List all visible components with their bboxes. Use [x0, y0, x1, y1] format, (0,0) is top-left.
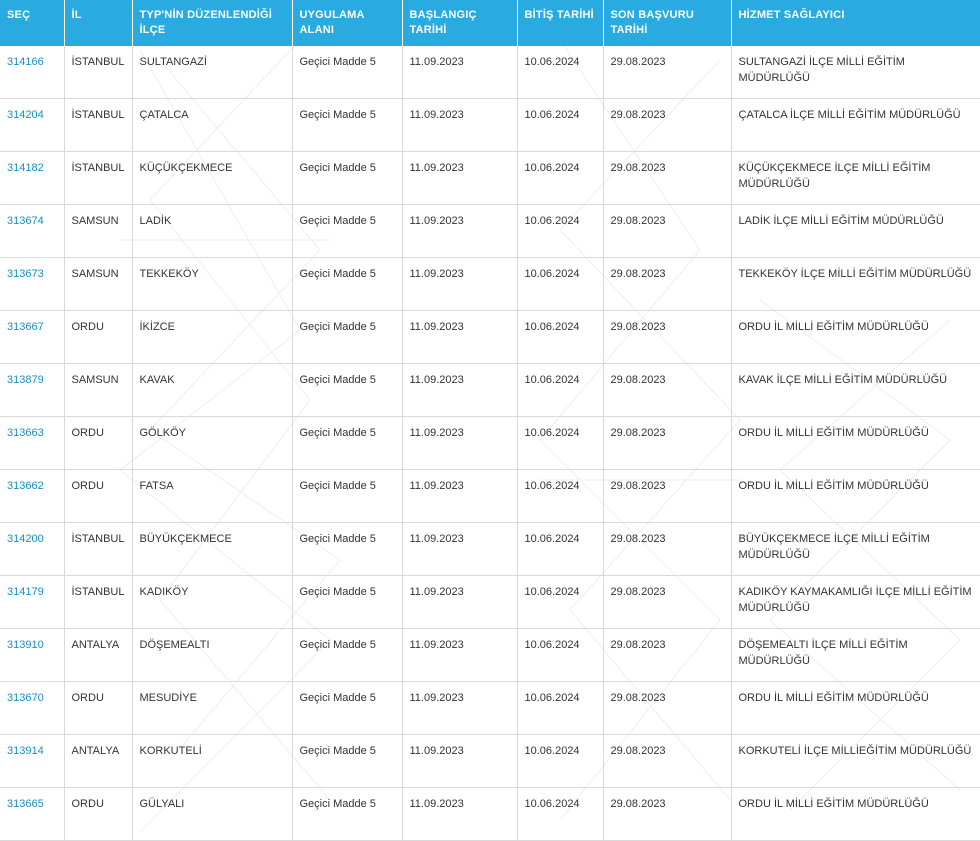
- cell-hizmet-saglayici: ÇATALCA İLÇE MİLLİ EĞİTİM MÜDÜRLÜĞÜ: [731, 98, 980, 151]
- sec-link[interactable]: 313674: [7, 214, 44, 227]
- cell-hizmet-saglayici: ORDU İL MİLLİ EĞİTİM MÜDÜRLÜĞÜ: [731, 469, 980, 522]
- table-row: [0, 204, 980, 257]
- cell-uygulama-alani: Geçici Madde 5: [292, 469, 402, 522]
- table-body: [0, 46, 980, 841]
- cell-il: ORDU: [64, 416, 132, 469]
- sec-link[interactable]: 314182: [7, 161, 44, 174]
- cell-bitis-tarihi: 10.06.2024: [517, 522, 603, 575]
- cell-ilce: DÖŞEMEALTI: [132, 628, 292, 681]
- cell-uygulama-alani: Geçici Madde 5: [292, 257, 402, 310]
- cell-baslangic-tarihi: 11.09.2023: [402, 204, 517, 257]
- cell-hizmet-saglayici: DÖŞEMEALTI İLÇE MİLLİ EĞİTİM MÜDÜRLÜĞÜ: [731, 628, 980, 681]
- cell-uygulama-alani: Geçici Madde 5: [292, 416, 402, 469]
- cell-son-basvuru-tarihi: 29.08.2023: [603, 734, 731, 787]
- column-header-sec[interactable]: SEÇ: [0, 0, 64, 46]
- column-header-bitis-tarihi[interactable]: BİTİŞ TARİHİ: [517, 0, 603, 46]
- cell-bitis-tarihi: 10.06.2024: [517, 151, 603, 204]
- sec-link[interactable]: 314204: [7, 108, 44, 121]
- cell-bitis-tarihi: 10.06.2024: [517, 787, 603, 840]
- sec-link[interactable]: 313879: [7, 373, 44, 386]
- cell-hizmet-saglayici: KADIKÖY KAYMAKAMLIĞI İLÇE MİLLİ EĞİTİM MÜDÜRLÜĞÜ: [731, 575, 980, 628]
- cell-son-basvuru-tarihi: 29.08.2023: [603, 46, 731, 99]
- cell-hizmet-saglayici: KORKUTELİ İLÇE MİLLİEĞİTİM MÜDÜRLÜĞÜ: [731, 734, 980, 787]
- cell-baslangic-tarihi: 11.09.2023: [402, 257, 517, 310]
- table-row: [0, 575, 980, 628]
- column-header-son-basvuru-tarihi[interactable]: SON BAŞVURU TARİHİ: [603, 0, 731, 46]
- cell-baslangic-tarihi: 11.09.2023: [402, 98, 517, 151]
- cell-ilce: İKİZCE: [132, 310, 292, 363]
- sec-link[interactable]: 313665: [7, 797, 44, 810]
- cell-baslangic-tarihi: 11.09.2023: [402, 151, 517, 204]
- cell-ilce: GÖLKÖY: [132, 416, 292, 469]
- cell-sec: [0, 522, 64, 575]
- cell-baslangic-tarihi: 11.09.2023: [402, 787, 517, 840]
- cell-hizmet-saglayici: ORDU İL MİLLİ EĞİTİM MÜDÜRLÜĞÜ: [731, 310, 980, 363]
- cell-baslangic-tarihi: 11.09.2023: [402, 416, 517, 469]
- cell-son-basvuru-tarihi: 29.08.2023: [603, 416, 731, 469]
- cell-son-basvuru-tarihi: 29.08.2023: [603, 681, 731, 734]
- cell-bitis-tarihi: 10.06.2024: [517, 734, 603, 787]
- cell-uygulama-alani: Geçici Madde 5: [292, 628, 402, 681]
- table-row: [0, 522, 980, 575]
- sec-link[interactable]: 313914: [7, 744, 44, 757]
- cell-son-basvuru-tarihi: 29.08.2023: [603, 363, 731, 416]
- sec-link[interactable]: 314179: [7, 585, 44, 598]
- cell-ilce: BÜYÜKÇEKMECE: [132, 522, 292, 575]
- cell-uygulama-alani: Geçici Madde 5: [292, 98, 402, 151]
- cell-bitis-tarihi: 10.06.2024: [517, 98, 603, 151]
- cell-ilce: KORKUTELİ: [132, 734, 292, 787]
- cell-bitis-tarihi: 10.06.2024: [517, 469, 603, 522]
- cell-il: İSTANBUL: [64, 575, 132, 628]
- cell-il: ORDU: [64, 310, 132, 363]
- cell-ilce: KAVAK: [132, 363, 292, 416]
- table-row: [0, 151, 980, 204]
- cell-son-basvuru-tarihi: 29.08.2023: [603, 151, 731, 204]
- cell-uygulama-alani: Geçici Madde 5: [292, 522, 402, 575]
- cell-bitis-tarihi: 10.06.2024: [517, 575, 603, 628]
- sec-link[interactable]: 313673: [7, 267, 44, 280]
- cell-uygulama-alani: Geçici Madde 5: [292, 151, 402, 204]
- cell-uygulama-alani: Geçici Madde 5: [292, 310, 402, 363]
- cell-sec: [0, 628, 64, 681]
- cell-son-basvuru-tarihi: 29.08.2023: [603, 257, 731, 310]
- cell-baslangic-tarihi: 11.09.2023: [402, 46, 517, 99]
- cell-il: ORDU: [64, 469, 132, 522]
- cell-il: ORDU: [64, 787, 132, 840]
- cell-ilce: GÜLYALI: [132, 787, 292, 840]
- cell-hizmet-saglayici: LADİK İLÇE MİLLİ EĞİTİM MÜDÜRLÜĞÜ: [731, 204, 980, 257]
- cell-il: ANTALYA: [64, 734, 132, 787]
- column-header-ilce[interactable]: TYP'NİN DÜZENLENDİĞİ İLÇE: [132, 0, 292, 46]
- cell-il: ORDU: [64, 681, 132, 734]
- table-header: [0, 0, 980, 46]
- cell-ilce: LADİK: [132, 204, 292, 257]
- cell-baslangic-tarihi: 11.09.2023: [402, 469, 517, 522]
- cell-hizmet-saglayici: SULTANGAZİ İLÇE MİLLİ EĞİTİM MÜDÜRLÜĞÜ: [731, 46, 980, 99]
- cell-il: İSTANBUL: [64, 46, 132, 99]
- table-row: [0, 46, 980, 99]
- cell-hizmet-saglayici: ORDU İL MİLLİ EĞİTİM MÜDÜRLÜĞÜ: [731, 681, 980, 734]
- cell-uygulama-alani: Geçici Madde 5: [292, 204, 402, 257]
- cell-sec: [0, 310, 64, 363]
- cell-sec: [0, 734, 64, 787]
- cell-baslangic-tarihi: 11.09.2023: [402, 363, 517, 416]
- column-header-il[interactable]: İL: [64, 0, 132, 46]
- table-row: [0, 734, 980, 787]
- sec-link[interactable]: 313670: [7, 691, 44, 704]
- sec-link[interactable]: 313667: [7, 320, 44, 333]
- cell-sec: [0, 98, 64, 151]
- table-row: [0, 257, 980, 310]
- cell-baslangic-tarihi: 11.09.2023: [402, 522, 517, 575]
- cell-il: SAMSUN: [64, 204, 132, 257]
- cell-il: SAMSUN: [64, 363, 132, 416]
- cell-uygulama-alani: Geçici Madde 5: [292, 734, 402, 787]
- table-header-row: [0, 0, 980, 46]
- table-row: [0, 310, 980, 363]
- cell-hizmet-saglayici: KAVAK İLÇE MİLLİ EĞİTİM MÜDÜRLÜĞÜ: [731, 363, 980, 416]
- cell-il: İSTANBUL: [64, 151, 132, 204]
- cell-bitis-tarihi: 10.06.2024: [517, 310, 603, 363]
- cell-hizmet-saglayici: ORDU İL MİLLİ EĞİTİM MÜDÜRLÜĞÜ: [731, 416, 980, 469]
- cell-bitis-tarihi: 10.06.2024: [517, 204, 603, 257]
- cell-bitis-tarihi: 10.06.2024: [517, 681, 603, 734]
- cell-uygulama-alani: Geçici Madde 5: [292, 46, 402, 99]
- table-row: [0, 787, 980, 840]
- cell-hizmet-saglayici: ORDU İL MİLLİ EĞİTİM MÜDÜRLÜĞÜ: [731, 787, 980, 840]
- cell-baslangic-tarihi: 11.09.2023: [402, 628, 517, 681]
- sec-link[interactable]: 314166: [7, 55, 44, 68]
- cell-il: İSTANBUL: [64, 522, 132, 575]
- cell-sec: [0, 575, 64, 628]
- cell-bitis-tarihi: 10.06.2024: [517, 257, 603, 310]
- cell-bitis-tarihi: 10.06.2024: [517, 46, 603, 99]
- cell-ilce: FATSA: [132, 469, 292, 522]
- cell-il: İSTANBUL: [64, 98, 132, 151]
- cell-son-basvuru-tarihi: 29.08.2023: [603, 469, 731, 522]
- cell-ilce: KADIKÖY: [132, 575, 292, 628]
- cell-ilce: ÇATALCA: [132, 98, 292, 151]
- cell-son-basvuru-tarihi: 29.08.2023: [603, 522, 731, 575]
- table-row: [0, 681, 980, 734]
- column-header-baslangic-tarihi[interactable]: BAŞLANGIÇ TARİHİ: [402, 0, 517, 46]
- cell-sec: [0, 363, 64, 416]
- table-row: [0, 98, 980, 151]
- sec-link[interactable]: 314200: [7, 532, 44, 545]
- cell-baslangic-tarihi: 11.09.2023: [402, 575, 517, 628]
- cell-uygulama-alani: Geçici Madde 5: [292, 575, 402, 628]
- cell-son-basvuru-tarihi: 29.08.2023: [603, 310, 731, 363]
- sec-link[interactable]: 313910: [7, 638, 44, 651]
- cell-baslangic-tarihi: 11.09.2023: [402, 734, 517, 787]
- cell-sec: [0, 204, 64, 257]
- cell-ilce: SULTANGAZİ: [132, 46, 292, 99]
- sec-link[interactable]: 313663: [7, 426, 44, 439]
- cell-hizmet-saglayici: TEKKEKÖY İLÇE MİLLİ EĞİTİM MÜDÜRLÜĞÜ: [731, 257, 980, 310]
- cell-son-basvuru-tarihi: 29.08.2023: [603, 98, 731, 151]
- cell-son-basvuru-tarihi: 29.08.2023: [603, 628, 731, 681]
- cell-uygulama-alani: Geçici Madde 5: [292, 681, 402, 734]
- cell-hizmet-saglayici: BÜYÜKÇEKMECE İLÇE MİLLİ EĞİTİM MÜDÜRLÜĞÜ: [731, 522, 980, 575]
- cell-sec: [0, 151, 64, 204]
- table-row: [0, 416, 980, 469]
- cell-sec: [0, 681, 64, 734]
- cell-sec: [0, 46, 64, 99]
- cell-hizmet-saglayici: KÜÇÜKÇEKMECE İLÇE MİLLİ EĞİTİM MÜDÜRLÜĞÜ: [731, 151, 980, 204]
- sec-link[interactable]: 313662: [7, 479, 44, 492]
- cell-bitis-tarihi: 10.06.2024: [517, 416, 603, 469]
- cell-son-basvuru-tarihi: 29.08.2023: [603, 575, 731, 628]
- cell-baslangic-tarihi: 11.09.2023: [402, 310, 517, 363]
- cell-il: ANTALYA: [64, 628, 132, 681]
- cell-bitis-tarihi: 10.06.2024: [517, 363, 603, 416]
- cell-uygulama-alani: Geçici Madde 5: [292, 363, 402, 416]
- cell-sec: [0, 469, 64, 522]
- cell-sec: [0, 787, 64, 840]
- cell-ilce: TEKKEKÖY: [132, 257, 292, 310]
- table-row: [0, 628, 980, 681]
- cell-baslangic-tarihi: 11.09.2023: [402, 681, 517, 734]
- cell-bitis-tarihi: 10.06.2024: [517, 628, 603, 681]
- column-header-uygulama-alani[interactable]: UYGULAMA ALANI: [292, 0, 402, 46]
- cell-uygulama-alani: Geçici Madde 5: [292, 787, 402, 840]
- column-header-hizmet-saglayici[interactable]: HİZMET SAĞLAYICI: [731, 0, 980, 46]
- cell-sec: [0, 257, 64, 310]
- table-row: [0, 469, 980, 522]
- cell-ilce: KÜÇÜKÇEKMECE: [132, 151, 292, 204]
- cell-sec: [0, 416, 64, 469]
- cell-son-basvuru-tarihi: 29.08.2023: [603, 787, 731, 840]
- cell-ilce: MESUDİYE: [132, 681, 292, 734]
- cell-son-basvuru-tarihi: 29.08.2023: [603, 204, 731, 257]
- table-row: [0, 363, 980, 416]
- cell-il: SAMSUN: [64, 257, 132, 310]
